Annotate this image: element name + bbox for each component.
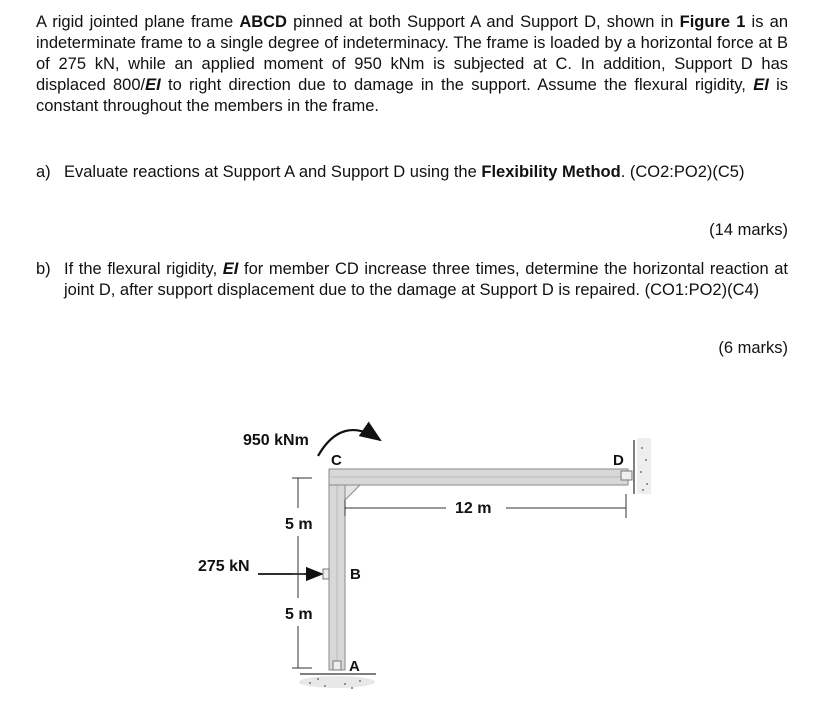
- force-label: 275 kN: [198, 558, 250, 575]
- dimension-label-lower: 5 m: [285, 606, 313, 623]
- joint-b-plate: [323, 569, 329, 579]
- support-a: [299, 661, 376, 689]
- question-b-label: b): [36, 260, 51, 278]
- intro-text-1: A rigid jointed plane frame: [36, 13, 240, 31]
- node-c-label: C: [331, 452, 342, 469]
- vertical-dimension: [292, 478, 312, 668]
- question-b-text-2: for member CD increase three times, determine the horizontal reaction at joint D, after support displacement due to the damage at Support D is repaired. (CO1:PO2)(C4): [64, 260, 788, 299]
- node-d-label: D: [613, 452, 624, 469]
- question-b-text-1: If the flexural rigidity,: [64, 260, 223, 278]
- node-a-label: A: [349, 658, 360, 675]
- question-b-marks: (6 marks): [718, 339, 788, 357]
- intro-text-3: is an indeterminate frame to a single degree of indeterminacy. The frame is loaded by a horizontal force at B of 275 kN, while an applied moment of 950 kNm is subjected at C. In addition, Support D has displaced 800/: [36, 13, 789, 94]
- dimension-label-span: 12 m: [455, 500, 492, 517]
- intro-text-5: is constant throughout the members in the frame.: [36, 76, 788, 115]
- joint-c-corner: [345, 485, 360, 500]
- intro-text-2: pinned at both Support A and Support D, shown in: [286, 13, 680, 31]
- figure-reference: Figure 1: [679, 13, 746, 31]
- moment-arc: [318, 430, 380, 456]
- question-a-label: a): [36, 163, 51, 181]
- flexural-rigidity-symbol: EI: [753, 76, 769, 94]
- frame-name: ABCD: [239, 13, 287, 31]
- flexural-rigidity-symbol: EI: [145, 76, 161, 94]
- question-a-text-1: Evaluate reactions at Support A and Support D using the: [64, 163, 482, 181]
- flexural-rigidity-symbol: EI: [222, 260, 239, 278]
- moment-label: 950 kNm: [243, 432, 309, 449]
- question-a-text-2: . (CO2:PO2)(C5): [620, 163, 745, 181]
- support-d: [621, 438, 651, 494]
- node-b-label: B: [350, 566, 361, 583]
- method-name: Flexibility Method: [481, 163, 621, 181]
- question-a-marks: (14 marks): [709, 221, 788, 239]
- intro-text-4: to right direction due to damage in the support. Assume the flexural rigidity,: [160, 76, 754, 94]
- dimension-label-upper: 5 m: [285, 516, 313, 533]
